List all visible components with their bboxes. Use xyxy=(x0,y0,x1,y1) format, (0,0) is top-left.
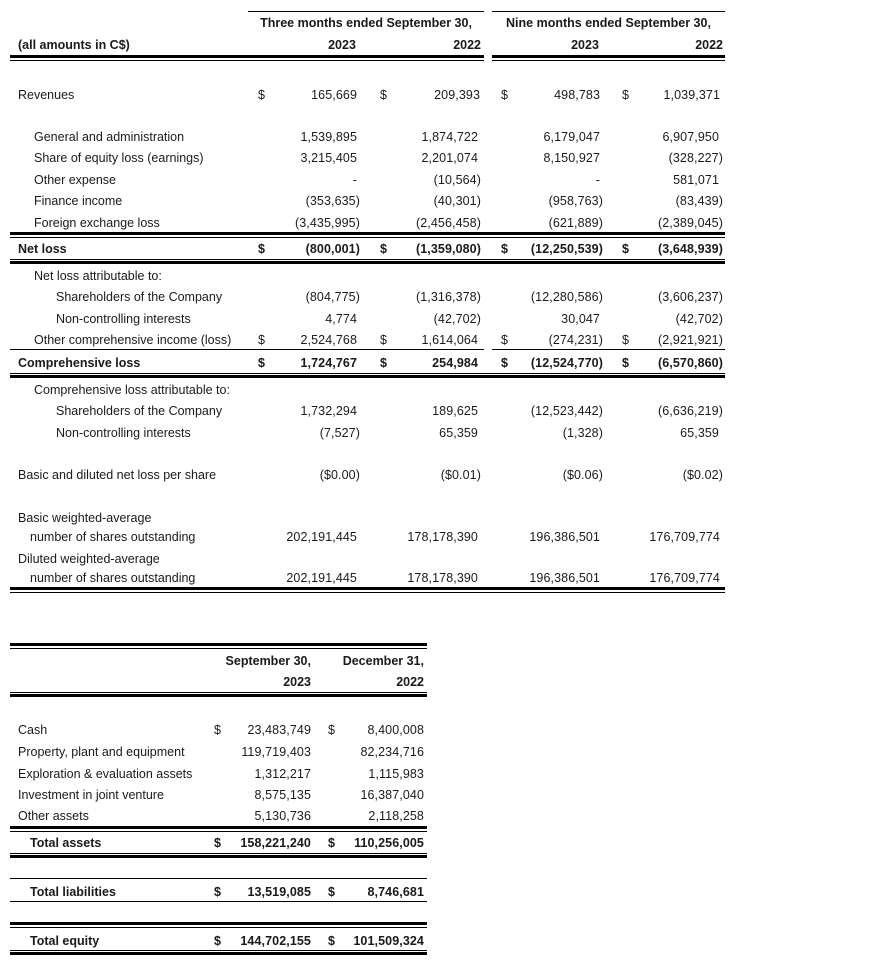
currency-symbol: $ xyxy=(328,934,335,948)
cell-value: (6,636,219) xyxy=(657,404,723,418)
row-label: Total assets xyxy=(30,836,102,850)
cell-value: 1,312,217 xyxy=(254,767,311,781)
cell-value: 1,614,064 xyxy=(421,333,478,347)
cell-value: 581,071 xyxy=(673,173,719,187)
row-label: Exploration & evaluation assets xyxy=(18,767,193,781)
cell-value: (12,280,586) xyxy=(530,290,603,304)
row-label: Revenues xyxy=(18,88,75,102)
currency-symbol: $ xyxy=(214,885,221,899)
cell-value: ($0.02) xyxy=(682,468,723,482)
double-rule xyxy=(10,694,427,697)
double-rule xyxy=(10,853,427,854)
cell-value: 1,115,983 xyxy=(368,767,424,781)
double-rule xyxy=(10,55,484,58)
row-label: Shareholders of the Company xyxy=(56,290,223,304)
currency-symbol: $ xyxy=(258,356,265,370)
double-rule xyxy=(10,259,725,260)
col-year-q3-2022: 2022 xyxy=(453,38,481,52)
currency-symbol: $ xyxy=(380,356,387,370)
cell-value: 176,709,774 xyxy=(649,571,720,585)
cell-value: (12,523,442) xyxy=(530,404,603,418)
double-rule xyxy=(492,60,725,61)
cell-value: 65,359 xyxy=(680,426,719,440)
single-rule xyxy=(10,878,427,879)
row-label: Comprehensive loss xyxy=(18,356,141,370)
cell-value: (3,606,237) xyxy=(657,290,723,304)
row-label: Finance income xyxy=(34,194,123,208)
cell-value: (621,889) xyxy=(548,216,603,230)
col-year-9m-2022: 2022 xyxy=(695,38,723,52)
cell-value: 65,359 xyxy=(439,426,478,440)
row-label: Property, plant and equipment xyxy=(18,745,185,759)
row-label-line1: Diluted weighted-average xyxy=(18,552,160,566)
cell-value: 1,724,767 xyxy=(300,356,357,370)
currency-symbol: $ xyxy=(380,88,387,102)
cell-value: (12,250,539) xyxy=(530,242,603,256)
single-rule xyxy=(492,349,725,350)
cell-value: 202,191,445 xyxy=(286,530,357,544)
cell-value: 110,256,005 xyxy=(354,836,424,850)
cell-value: (2,456,458) xyxy=(415,216,481,230)
double-rule xyxy=(492,55,725,58)
currency-symbol: $ xyxy=(214,934,221,948)
cell-value: ($0.06) xyxy=(562,468,603,482)
cell-value: 176,709,774 xyxy=(649,530,720,544)
double-rule xyxy=(10,927,427,928)
cell-value: 2,118,258 xyxy=(368,809,424,823)
cell-value: 1,874,722 xyxy=(421,130,478,144)
cell-value: 30,047 xyxy=(561,312,600,326)
cell-value: (83,439) xyxy=(675,194,723,208)
double-rule xyxy=(10,232,725,235)
row-label: Other assets xyxy=(18,809,89,823)
cell-value: (12,524,770) xyxy=(530,356,603,370)
cell-value: (2,389,045) xyxy=(657,216,723,230)
cell-value: (804,775) xyxy=(305,290,360,304)
row-label: Other comprehensive income (loss) xyxy=(34,333,232,347)
col-year-9m-2023: 2023 xyxy=(571,38,599,52)
row-label-line1: Basic weighted-average xyxy=(18,511,152,525)
col-header-sep-30: September 30, xyxy=(225,654,311,668)
double-rule xyxy=(10,373,725,374)
row-label: Total liabilities xyxy=(30,885,116,899)
cell-value: 178,178,390 xyxy=(407,530,478,544)
cell-value: (274,231) xyxy=(548,333,603,347)
cell-value: 8,150,927 xyxy=(543,151,600,165)
col-header-dec-31: December 31, xyxy=(342,654,424,668)
currency-symbol: $ xyxy=(380,333,387,347)
cell-value: 196,386,501 xyxy=(529,530,600,544)
row-label: number of shares outstanding xyxy=(30,571,196,585)
row-label: Shareholders of the Company xyxy=(56,404,223,418)
cell-value: 2,524,768 xyxy=(300,333,357,347)
double-rule xyxy=(10,950,427,951)
currency-symbol: $ xyxy=(328,836,335,850)
cell-value: 8,575,135 xyxy=(254,788,311,802)
cell-value: 23,483,749 xyxy=(247,723,311,737)
cell-value: 178,178,390 xyxy=(407,571,478,585)
section-label-comprehensive-loss-attributable: Comprehensive loss attributable to: xyxy=(34,383,230,397)
cell-value: ($0.00) xyxy=(319,468,360,482)
row-label: Total equity xyxy=(30,934,100,948)
period-group-three-months: Three months ended September 30, xyxy=(260,16,472,30)
cell-value: 202,191,445 xyxy=(286,571,357,585)
row-label: Share of equity loss (earnings) xyxy=(34,151,204,165)
cell-value: 8,400,008 xyxy=(367,723,424,737)
double-rule xyxy=(10,922,427,925)
double-rule xyxy=(10,648,427,649)
cell-value: 6,907,950 xyxy=(662,130,719,144)
cell-value: 82,234,716 xyxy=(360,745,424,759)
cell-value: 1,039,371 xyxy=(663,88,720,102)
double-rule xyxy=(10,592,725,593)
cell-value: 1,732,294 xyxy=(300,404,357,418)
double-rule xyxy=(10,952,427,955)
currency-symbol: $ xyxy=(622,88,629,102)
currency-symbol: $ xyxy=(501,356,508,370)
cell-value: - xyxy=(352,173,357,187)
double-rule xyxy=(10,855,427,858)
row-label: Foreign exchange loss xyxy=(34,216,160,230)
double-rule xyxy=(10,692,427,693)
currency-symbol: $ xyxy=(328,885,335,899)
currency-symbol: $ xyxy=(622,356,629,370)
col-year-q3-2023: 2023 xyxy=(328,38,356,52)
cell-value: 4,774 xyxy=(325,312,357,326)
cell-value: (3,648,939) xyxy=(657,242,723,256)
cell-value: 498,783 xyxy=(554,88,600,102)
cell-value: (1,328) xyxy=(562,426,603,440)
cell-value: (353,635) xyxy=(305,194,360,208)
cell-value: 5,130,736 xyxy=(254,809,311,823)
cell-value: 144,702,155 xyxy=(240,934,311,948)
cell-value: 8,746,681 xyxy=(367,885,424,899)
cell-value: (7,527) xyxy=(319,426,360,440)
cell-value: (958,763) xyxy=(548,194,603,208)
currency-symbol: $ xyxy=(501,88,508,102)
single-rule xyxy=(10,349,484,350)
cell-value: - xyxy=(595,173,600,187)
currency-symbol: $ xyxy=(622,242,629,256)
units-label: (all amounts in C$) xyxy=(18,38,130,52)
cell-value: 165,669 xyxy=(311,88,357,102)
cell-value: 119,719,403 xyxy=(241,745,311,759)
cell-value: 2,201,074 xyxy=(421,151,478,165)
cell-value: 3,215,405 xyxy=(300,151,357,165)
section-label-net-loss-attributable: Net loss attributable to: xyxy=(34,269,162,283)
cell-value: (10,564) xyxy=(433,173,481,187)
header-rule xyxy=(248,11,484,12)
double-rule xyxy=(10,375,725,378)
currency-symbol: $ xyxy=(501,242,508,256)
double-rule xyxy=(10,587,725,590)
cell-value: (40,301) xyxy=(433,194,481,208)
row-label: Investment in joint venture xyxy=(18,788,164,802)
currency-symbol: $ xyxy=(328,723,335,737)
cell-value: 196,386,501 xyxy=(529,571,600,585)
double-rule xyxy=(10,60,484,61)
period-group-nine-months: Nine months ended September 30, xyxy=(506,16,711,30)
cell-value: (1,316,378) xyxy=(415,290,481,304)
cell-value: ($0.01) xyxy=(440,468,481,482)
cell-value: 158,221,240 xyxy=(240,836,311,850)
cell-value: (800,001) xyxy=(305,242,360,256)
row-label: Net loss xyxy=(18,242,67,256)
cell-value: (3,435,995) xyxy=(294,216,360,230)
currency-symbol: $ xyxy=(258,88,265,102)
col-header-year-2022: 2022 xyxy=(396,675,424,689)
double-rule xyxy=(10,237,725,238)
double-rule xyxy=(10,826,427,829)
currency-symbol: $ xyxy=(501,333,508,347)
row-label: Non-controlling interests xyxy=(56,426,191,440)
currency-symbol: $ xyxy=(214,723,221,737)
currency-symbol: $ xyxy=(622,333,629,347)
cell-value: 16,387,040 xyxy=(360,788,424,802)
single-rule xyxy=(10,901,427,902)
cell-value: 6,179,047 xyxy=(543,130,600,144)
cell-value: (1,359,080) xyxy=(415,242,481,256)
currency-symbol: $ xyxy=(258,242,265,256)
cell-value: 1,539,895 xyxy=(300,130,357,144)
row-label: number of shares outstanding xyxy=(30,530,196,544)
col-header-year-2023: 2023 xyxy=(283,675,311,689)
row-label: Basic and diluted net loss per share xyxy=(18,468,217,482)
currency-symbol: $ xyxy=(258,333,265,347)
row-label: Non-controlling interests xyxy=(56,312,191,326)
cell-value: 13,519,085 xyxy=(247,885,311,899)
cell-value: 209,393 xyxy=(434,88,480,102)
currency-symbol: $ xyxy=(380,242,387,256)
double-rule xyxy=(10,831,427,832)
row-label: Other expense xyxy=(34,173,116,187)
row-label: Cash xyxy=(18,723,48,737)
double-rule xyxy=(10,643,427,646)
header-rule xyxy=(492,11,725,12)
double-rule xyxy=(10,261,725,264)
cell-value: (42,702) xyxy=(675,312,723,326)
row-label: General and administration xyxy=(34,130,185,144)
cell-value: 254,984 xyxy=(432,356,478,370)
cell-value: (6,570,860) xyxy=(657,356,723,370)
cell-value: 189,625 xyxy=(432,404,478,418)
cell-value: (42,702) xyxy=(433,312,481,326)
cell-value: (2,921,921) xyxy=(657,333,723,347)
cell-value: 101,509,324 xyxy=(353,934,424,948)
currency-symbol: $ xyxy=(214,836,221,850)
cell-value: (328,227) xyxy=(668,151,723,165)
